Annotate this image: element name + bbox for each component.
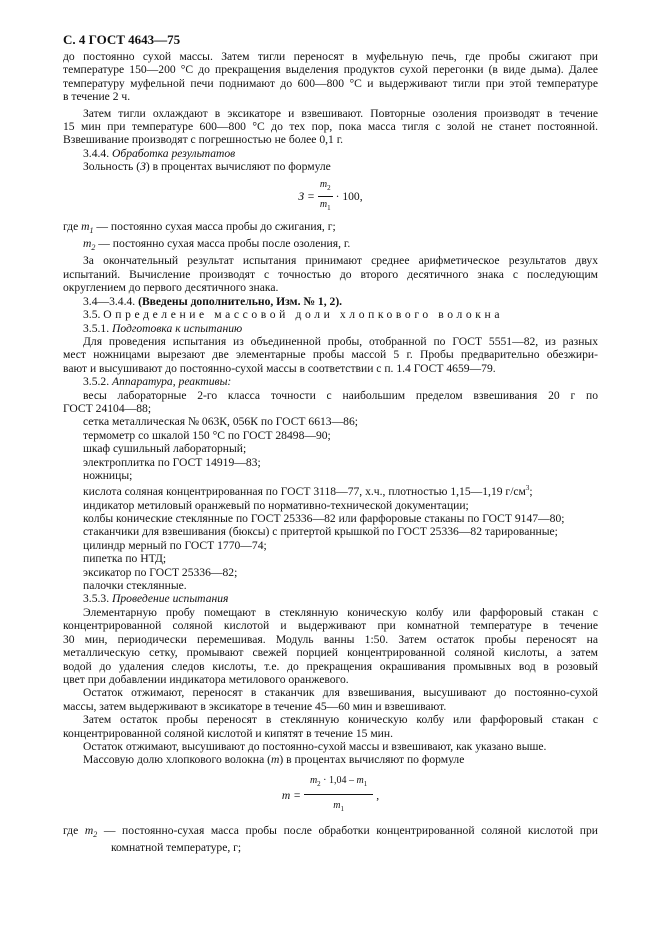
page-header: С. 4 ГОСТ 4643—75: [63, 32, 181, 47]
paragraph: [63, 482, 598, 498]
section-title: Определение массовой доли хлопкового волокна: [103, 308, 504, 322]
text-section-ash: [63, 50, 598, 174]
paragraph: [63, 469, 598, 482]
paragraph: [63, 713, 598, 740]
var: m: [84, 823, 94, 837]
text: 3.5.1.: [83, 321, 112, 335]
text-line: водой до удаления следов кислоты, т.е. до прекращения окрашивания промывных вод в розовый: [63, 659, 598, 673]
text-line: температуру муфельной печи поднимают до 600—800 °С и выдерживают тигли при этой температуре: [63, 76, 598, 90]
text: — постоянно сухая масса пробы после озоления, г.: [95, 237, 351, 251]
formula-lhs: З =: [298, 189, 315, 203]
where-label: где: [63, 823, 85, 837]
var: m: [356, 775, 364, 787]
paragraph: [63, 686, 598, 713]
subscript: 1: [89, 225, 94, 235]
text: Зольность (: [83, 160, 141, 174]
paragraph: [63, 375, 598, 388]
where-m2-definition: [63, 824, 598, 855]
formula-denominator: [333, 795, 344, 816]
definition-text: постоянно-сухая масса пробы после обработки концентрированной соляной кислотой при: [122, 823, 599, 837]
paragraph: [63, 415, 598, 428]
text-line: индикатор метиловый оранжевый по нормативно-технической документации;: [83, 498, 469, 512]
paragraph: [63, 525, 598, 538]
text-line: округлением до первого десятичного знака.: [63, 281, 279, 295]
paragraph: [63, 429, 598, 442]
text-line: [63, 160, 598, 173]
document-body: [63, 50, 598, 855]
paragraph: [63, 499, 598, 512]
paragraph: [63, 295, 598, 308]
text-line: стаканчики для взвешивания (бюксы) с притертой крышкой по ГОСТ 25336—82 тарированные;: [83, 525, 558, 539]
text-line: палочки стеклянные.: [83, 579, 187, 593]
text-line: испытаний. Вычисление производят с точностью до второго десятичного знака с последующим: [63, 267, 598, 281]
subscript: 1: [327, 204, 331, 213]
paragraph: [63, 539, 598, 552]
text-line: весы лабораторные 2-го класса точности с наибольшим пределом взвешивания 20 г по: [83, 388, 598, 402]
formula-rhs: ,: [376, 788, 380, 802]
paragraph: [63, 50, 598, 104]
dash: —: [97, 823, 123, 837]
text-line: ГОСТ 24104—88;: [63, 401, 152, 415]
subscript: 2: [91, 243, 96, 253]
bold-text: (Введены дополнительно, Изм. № 1, 2).: [138, 294, 343, 308]
paragraph: [63, 308, 598, 321]
formula-lhs: m =: [281, 788, 301, 802]
text-line: 30 мин, периодически перемешивая. Модуль ванны 1:50. Затем остаток пробы переносят на: [63, 632, 598, 646]
italic-text: m: [81, 219, 90, 233]
paragraph: [63, 160, 598, 173]
paragraph: [63, 335, 598, 375]
italic-text: Проведение испытания: [111, 592, 229, 606]
text-line: 15 мин при температуре 600—800 °С до тех пор, пока масса тигля с золой не станет постоянной.: [63, 120, 598, 134]
text-line: [63, 592, 598, 605]
var: m: [333, 799, 341, 811]
paragraph: [63, 753, 598, 766]
text-line: [63, 147, 598, 160]
text-line: Затем тигли охлаждают в эксикаторе и взвешивают. Повторные озоления производят в течение: [83, 106, 598, 120]
formula-numerator: [318, 178, 333, 197]
paragraph: [63, 606, 598, 686]
definition-line: [63, 824, 598, 841]
text: — постоянно сухая масса пробы до сжигания, г;: [93, 219, 336, 233]
formula-numerator: [304, 774, 373, 794]
text-line: концентрированной соляной кислотой и кипятят в течение 15 мин.: [63, 726, 393, 740]
text-line: [63, 753, 598, 766]
text: 3.5.: [83, 308, 104, 322]
text-line: [63, 220, 598, 237]
text-line: Затем остаток пробы переносят в стеклянную коническую колбу или фарфоровый стакан с: [83, 713, 598, 727]
text-line: [63, 308, 598, 321]
text: Массовую долю хлопкового волокна (: [83, 753, 272, 767]
paragraph: [63, 552, 598, 565]
formula-rhs: · 100,: [335, 189, 363, 203]
text-line: концентрированной соляной кислотой и выдерживают при комнатной температуре в течение: [63, 619, 598, 633]
paragraph: [63, 592, 598, 605]
text-line: За окончательный результат испытания принимают среднее арифметическое результатов двух: [83, 254, 598, 268]
text-line: мест ножницами вырезают две элементарные пробы массой 5 г. Пробы предварительно обезжири-: [63, 348, 598, 362]
italic-text: m: [271, 753, 280, 767]
var: m: [319, 199, 328, 211]
text-line: цилиндр мерный по ГОСТ 1770—74;: [83, 538, 267, 552]
definition-line: комнатной температуре, г;: [111, 841, 242, 855]
text-line: электроплитка по ГОСТ 14919—83;: [83, 455, 261, 469]
text: 3.4.4.: [83, 146, 112, 160]
text-line: [63, 322, 598, 335]
paragraph: [63, 579, 598, 592]
paragraph: [63, 237, 598, 254]
text-line: колбы конические стеклянные по ГОСТ 25336—82 или фарфоровые стаканы по ГОСТ 9147—80;: [83, 512, 565, 526]
text-line: Остаток отжимают, высушивают до постоянно-сухой массы и взвешивают, как указано выше.: [83, 739, 547, 753]
text: ) в процентах вычисляют по формуле: [279, 753, 465, 767]
text-line: ножницы;: [83, 468, 133, 482]
cotton-formula: [63, 767, 598, 824]
operator: · 1,04 –: [320, 775, 357, 787]
text: ;: [529, 485, 533, 499]
text-line: пипетка по НТД;: [83, 552, 167, 566]
text-line: термометр со шкалой 150 °С по ГОСТ 28498—90;: [83, 428, 331, 442]
subscript: 2: [317, 780, 321, 789]
ash-formula: [63, 174, 598, 220]
var: m: [309, 775, 318, 787]
text-line: массы, затем выдерживают в эксикаторе в течение 45—60 мин и взвешивают.: [63, 699, 447, 713]
text-line: [63, 375, 598, 388]
text-line: [63, 237, 598, 254]
paragraph: [63, 107, 598, 147]
paragraph: [63, 512, 598, 525]
text-line: шкаф сушильный лабораторный;: [83, 442, 247, 456]
formula-fraction: [318, 178, 333, 216]
text-section-cotton: [63, 220, 598, 767]
text-line: сетка металлическая № 063К, 056К по ГОСТ 6613—86;: [83, 415, 359, 429]
subscript: 2: [93, 829, 98, 839]
paragraph: [63, 456, 598, 469]
formula-denominator: [320, 197, 331, 215]
paragraph: [63, 220, 598, 237]
italic-text: Аппаратура, реактивы:: [111, 375, 232, 389]
text-line: Остаток отжимают, переносят в стаканчик для взвешивания, высушивают до постоянно-сухой: [83, 686, 598, 700]
paragraph: [63, 322, 598, 335]
text-line: цвет при добавлении индикатора метилового оранжевого.: [63, 672, 349, 686]
text-line: Для проведения испытания из объединенной пробы, отобранной по ГОСТ 5551—82, из разных: [83, 334, 598, 348]
text-line: температуре 150—200 °С до прекращения выделения продуктов сухой перегонки (в виде дыма). Далее: [63, 63, 598, 77]
text: где: [63, 219, 82, 233]
text-line: в течение 2 ч.: [63, 90, 131, 104]
text: кислота соляная концентрированная по ГОСТ 3118—77, х.ч., плотностью 1,15—1,19 г/см: [83, 485, 526, 499]
text: 3.5.3.: [83, 592, 112, 606]
text-line: [63, 295, 598, 308]
text-line: Взвешивание производят с погрешностью не более 0,1 г.: [63, 133, 344, 147]
var: m: [319, 178, 328, 190]
paragraph: [63, 147, 598, 160]
text-line: Элементарную пробу помещают в стеклянную коническую колбу или фарфоровый стакан с: [83, 605, 598, 619]
italic-text: Подготовка к испытанию: [111, 321, 243, 335]
text: 3.5.2.: [83, 375, 112, 389]
subscript: 1: [363, 780, 368, 789]
paragraph: [63, 566, 598, 579]
subscript: 2: [327, 183, 331, 192]
paragraph: [63, 442, 598, 455]
superscript: 3: [525, 484, 530, 493]
subscript: 1: [340, 804, 344, 813]
text: ) в процентах вычисляют по формуле: [145, 160, 331, 174]
italic-text: З: [140, 160, 146, 174]
paragraph: [63, 254, 598, 294]
paragraph: [63, 740, 598, 753]
text: 3.4—3.4.4.: [83, 294, 139, 308]
text-line: до постоянно сухой массы. Затем тигли переносят в муфельную печь, где пробы сжигают при: [63, 50, 598, 63]
text-line: эксикатор по ГОСТ 25336—82;: [83, 565, 238, 579]
text-line: металлическую сетку, промывают свежей порцией концентрированной соляной кислоты, а затем: [63, 646, 598, 660]
italic-text: Обработка результатов: [111, 146, 236, 160]
text-line: вают и высушивают до постоянно-сухой массы в соответствии с п. 1.4 ГОСТ 4659—79.: [63, 361, 496, 375]
text-line: [63, 482, 598, 498]
formula-fraction: [304, 774, 373, 816]
italic-text: m: [83, 237, 92, 251]
paragraph: [63, 389, 598, 416]
